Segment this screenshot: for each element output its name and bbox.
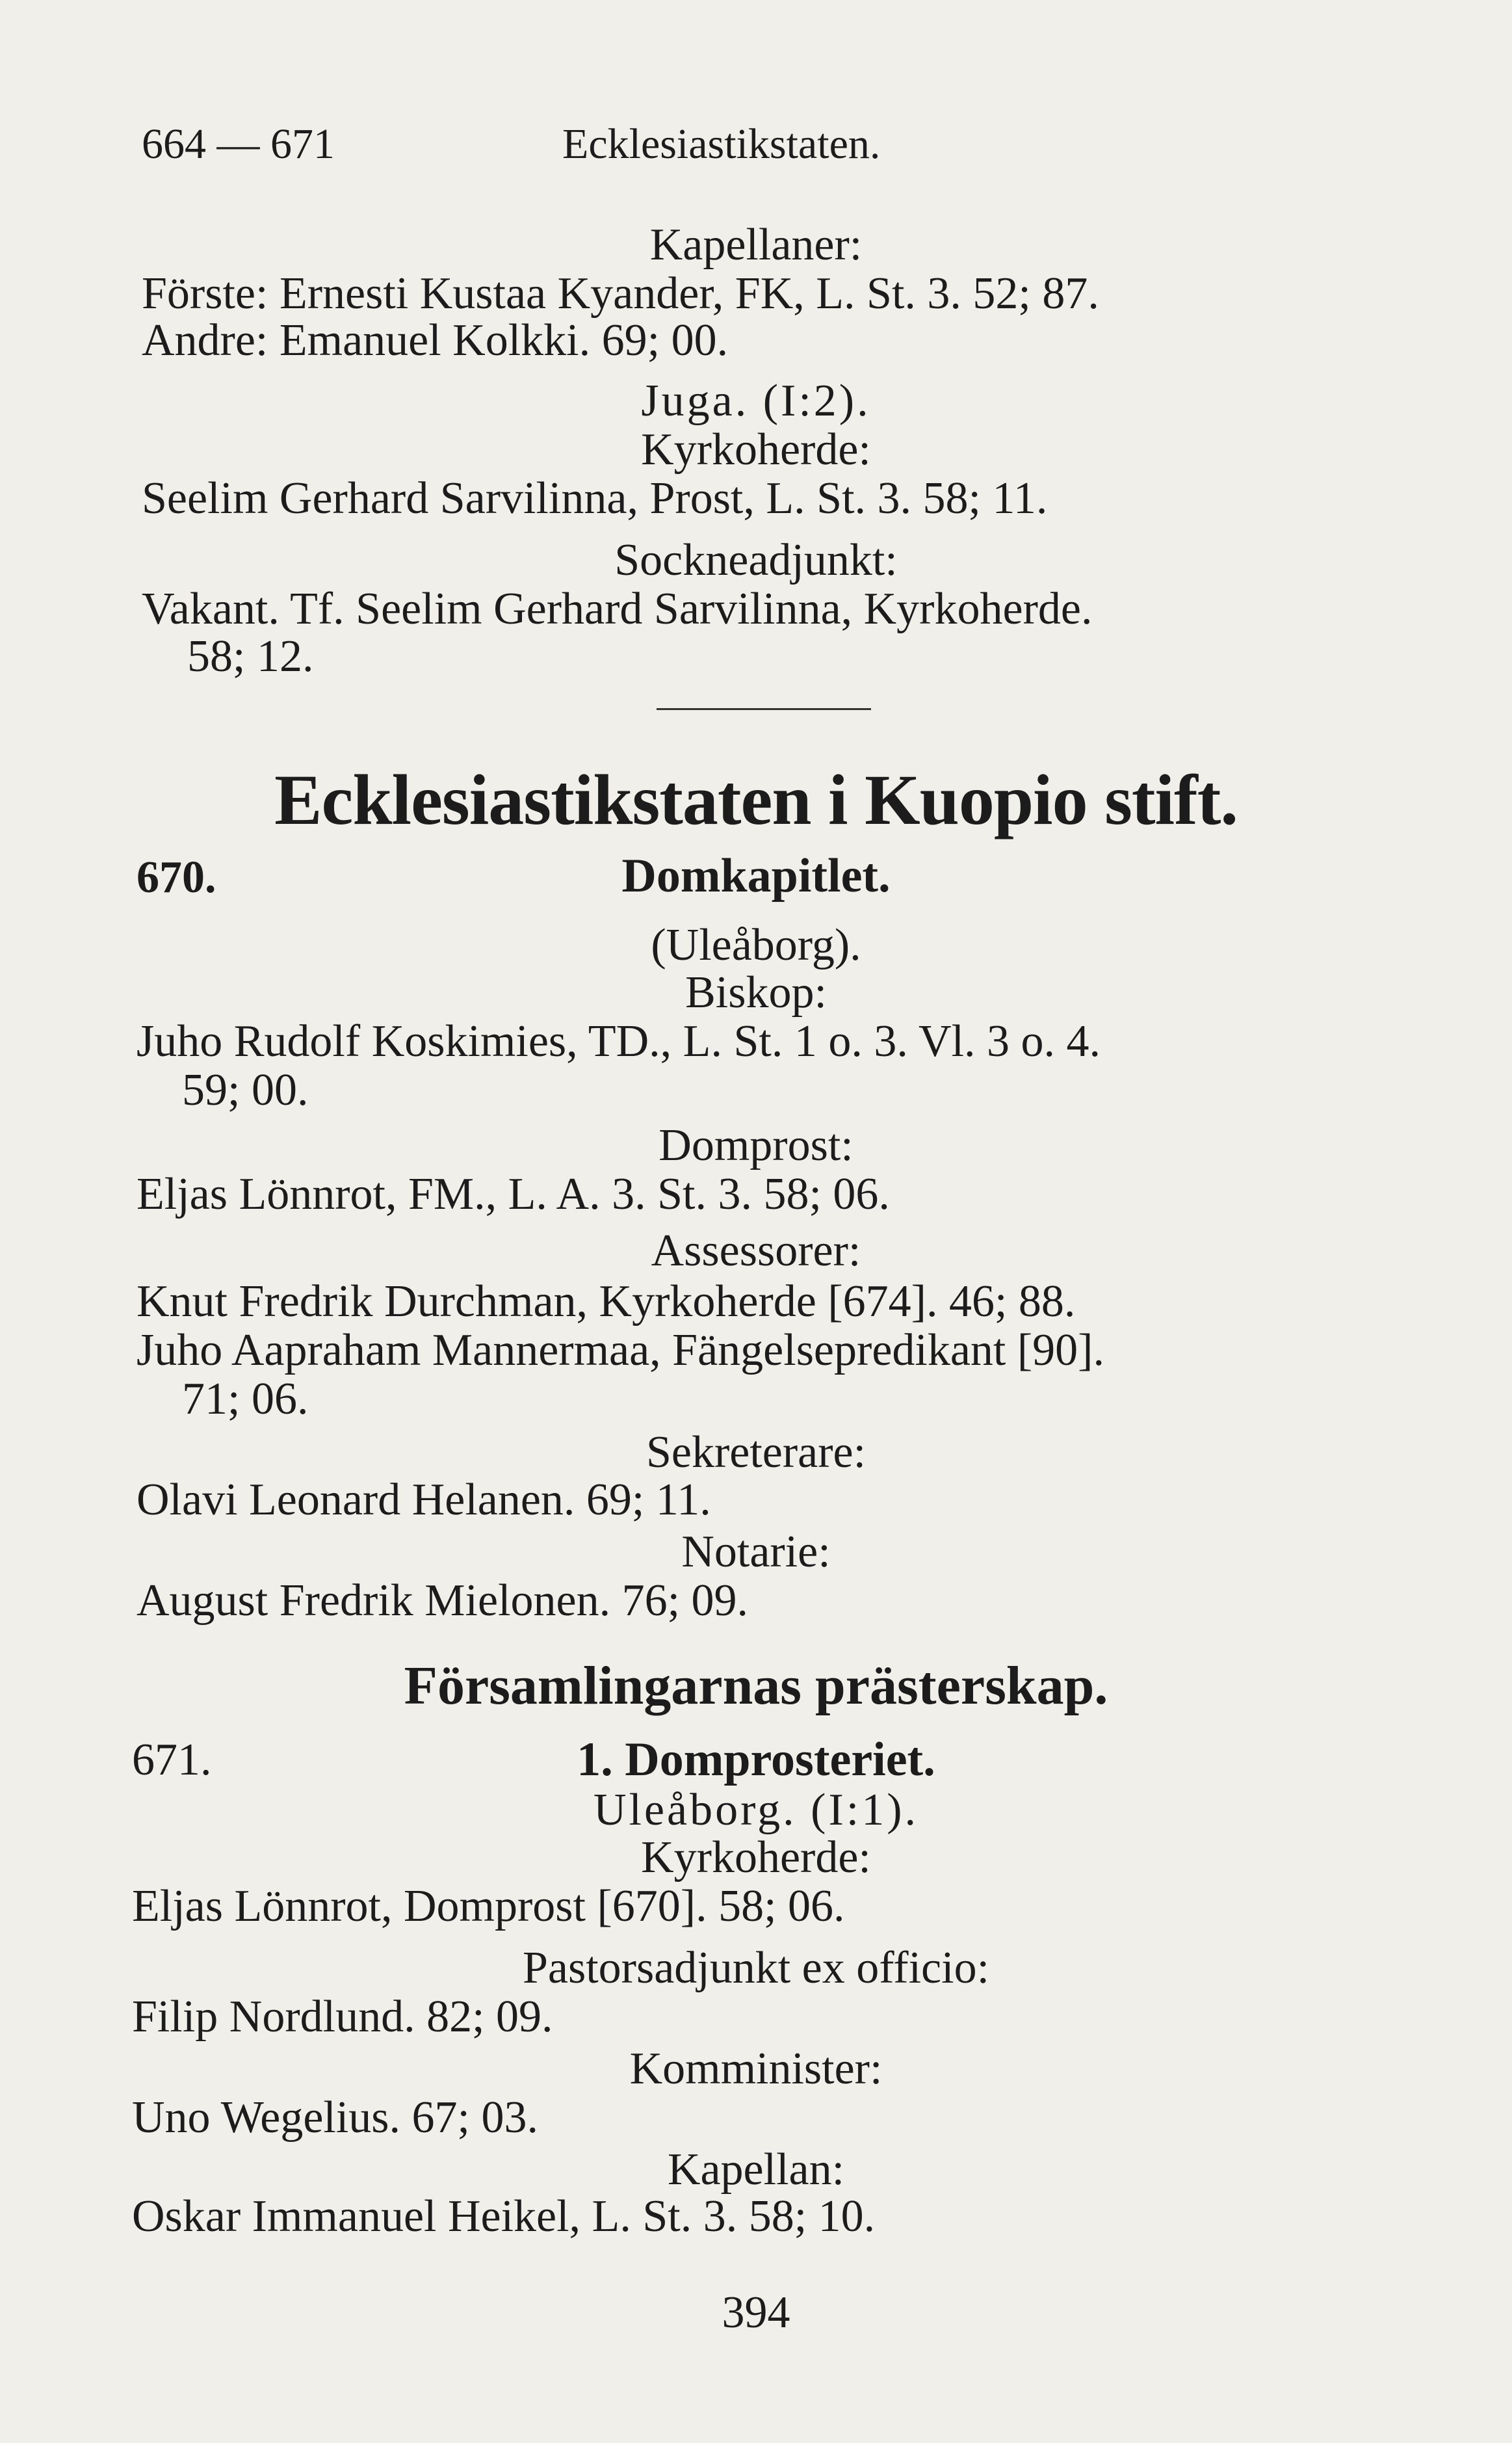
assessor-entry: Knut Fredrik Durchman, Kyrkoherde [674]. 46; 88. — [137, 1276, 1076, 1327]
assessor-entry-cont: 71; 06. — [182, 1374, 309, 1424]
page-range: 664 — 671 — [142, 120, 335, 168]
domprost-heading: Domprost: — [658, 1120, 854, 1170]
komminister-entry: Uno Wegelius. 67; 03. — [132, 2093, 538, 2143]
domkapitlet-title: Domkapitlet. — [621, 849, 891, 903]
kapellaner-heading: Kapellaner: — [649, 220, 863, 270]
kyrkoherde-entry: Seelim Gerhard Sarvilinna, Prost, L. St. 3. 58; 11. — [142, 473, 1048, 523]
uleaborg-parish: Uleåborg. (I:1). — [593, 1785, 919, 1835]
notarie-entry: August Fredrik Mielonen. 76; 09. — [137, 1576, 749, 1626]
komminister-heading: Komminister: — [629, 2044, 883, 2094]
kapellan-heading: Kapellan: — [667, 2145, 845, 2195]
sockneadjunkt-entry: Vakant. Tf. Seelim Gerhard Sarvilinna, Kyrkoherde. — [142, 584, 1093, 634]
section-number-670: 670. — [137, 852, 216, 903]
biskop-entry-cont: 59; 00. — [182, 1065, 309, 1115]
pastorsadjunkt-entry: Filip Nordlund. 82; 09. — [132, 1992, 553, 2042]
andre-entry: Andre: Emanuel Kolkki. 69; 00. — [142, 315, 729, 365]
page-number: 394 — [722, 2288, 790, 2338]
biskop-entry: Juho Rudolf Koskimies, TD., L. St. 1 o. 3. Vl. 3 o. 4. — [137, 1016, 1101, 1066]
section-divider — [657, 708, 871, 710]
pastorsadjunkt-heading: Pastorsadjunkt ex officio: — [522, 1943, 990, 1993]
domprost-entry: Eljas Lönnrot, FM., L. A. 3. St. 3. 58; 06. — [137, 1169, 890, 1219]
domkapitlet-place: (Uleåborg). — [651, 920, 861, 970]
sockneadjunkt-entry-cont: 58; 12. — [187, 631, 314, 681]
forsamlingar-title: Församlingarnas prästerskap. — [404, 1656, 1108, 1716]
sockneadjunkt-heading: Sockneadjunkt: — [614, 535, 898, 585]
kapellan-entry: Oskar Immanuel Heikel, L. St. 3. 58; 10. — [132, 2191, 876, 2241]
kyrkoherde-heading: Kyrkoherde: — [641, 425, 871, 475]
forste-entry: Förste: Ernesti Kustaa Kyander, FK, L. St. 3. 52; 87. — [142, 269, 1099, 319]
section-number-671: 671. — [132, 1735, 212, 1785]
biskop-heading: Biskop: — [685, 968, 827, 1018]
kyrkoherde-entry: Eljas Lönnrot, Domprost [670]. 58; 06. — [132, 1881, 845, 1931]
assessor-entry: Juho Aapraham Mannermaa, Fängelsepredikant [90]. — [137, 1325, 1104, 1375]
domprosteriet-title: 1. Domprosteriet. — [577, 1733, 935, 1786]
sekreterare-entry: Olavi Leonard Helanen. 69; 11. — [137, 1475, 711, 1525]
juga-parish: Juga. (I:2). — [641, 376, 871, 426]
sekreterare-heading: Sekreterare: — [645, 1427, 867, 1477]
notarie-heading: Notarie: — [681, 1527, 831, 1577]
main-title: Ecklesiastikstaten i Kuopio stift. — [274, 760, 1238, 839]
kyrkoherde-heading: Kyrkoherde: — [641, 1832, 871, 1882]
running-title: Ecklesiastikstaten. — [562, 120, 881, 168]
assessorer-heading: Assessorer: — [651, 1226, 861, 1276]
